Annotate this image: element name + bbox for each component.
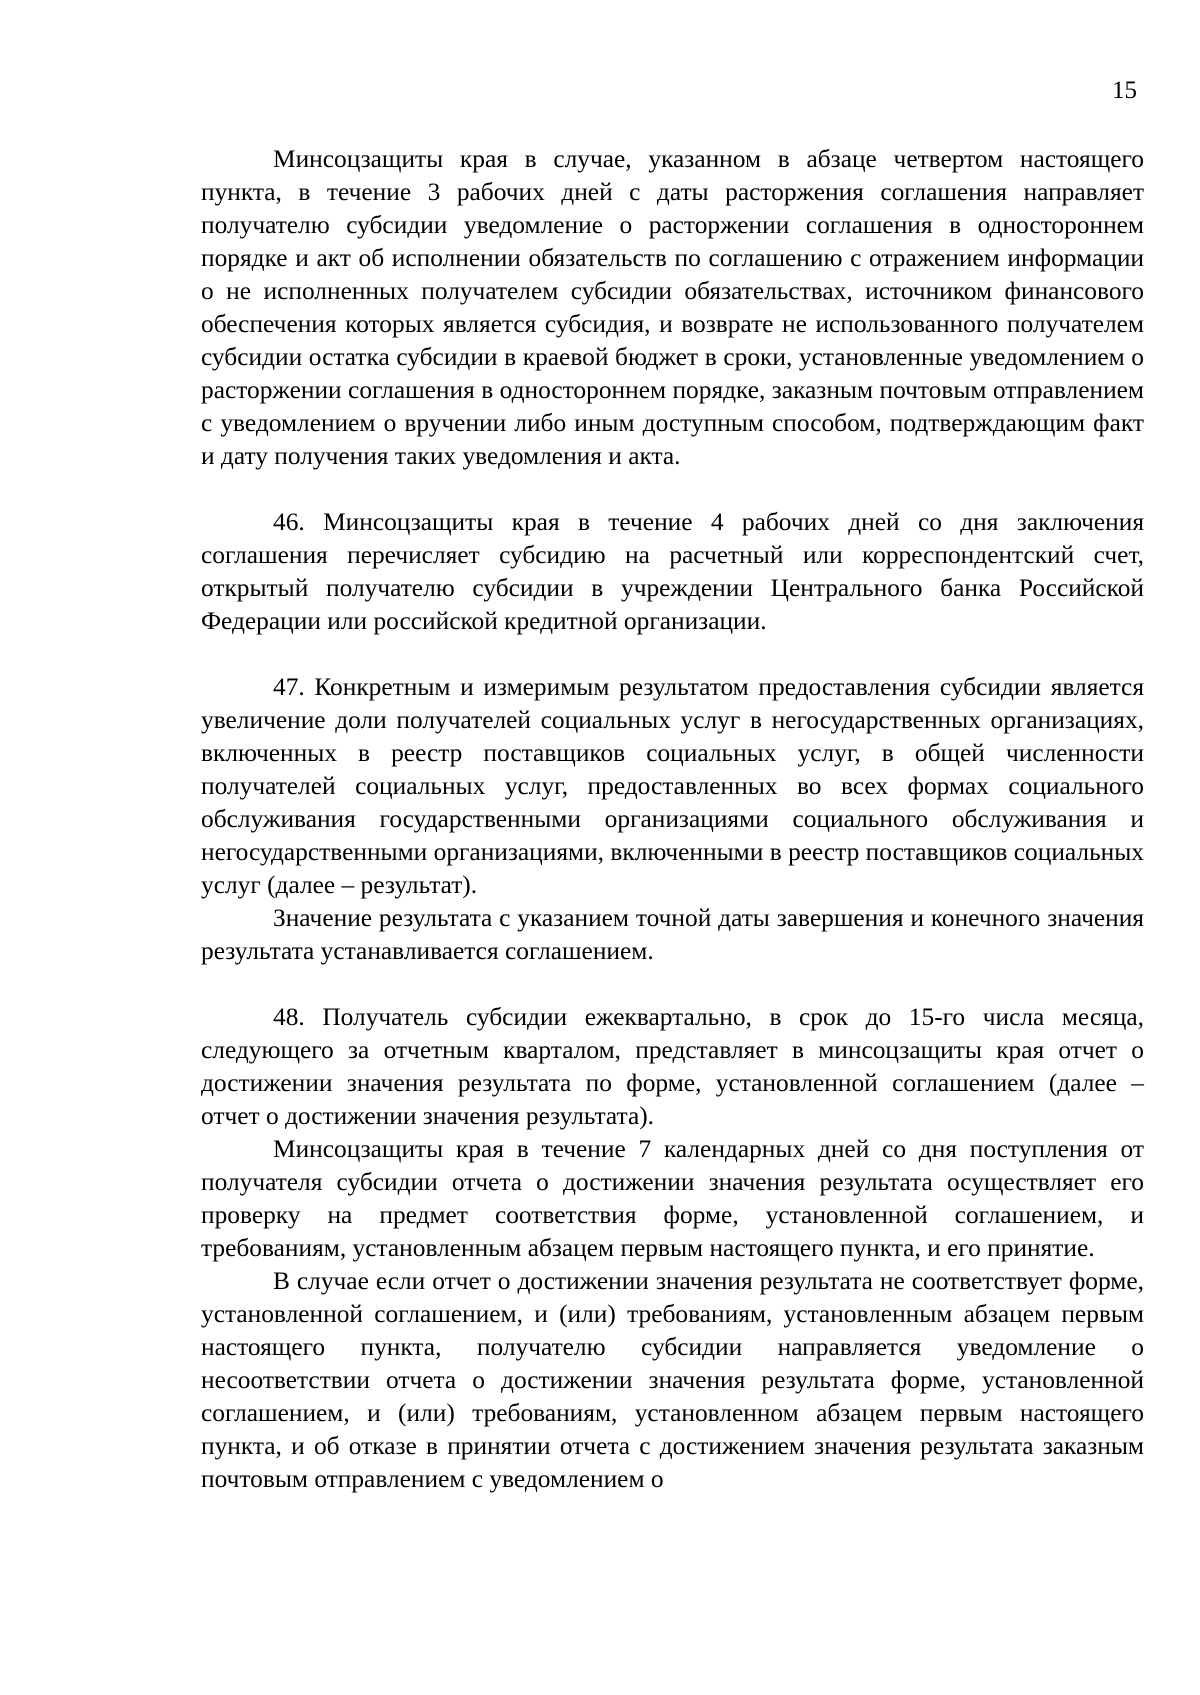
paragraph-48-report-review: Минсоцзащиты края в течение 7 календарных дней со дня поступления от получателя субсидии отчета о достижении значения результата осуществляет его проверку на предмет соответствия форме, установленной соглашением, и требованиям, установленным абзацем первым настоящего пункта, и его принятие. <box>201 1135 1144 1262</box>
paragraph-47-result-definition: 47. Конкретным и измеримым результатом предоставления субсидии является увеличение доли получателей социальных услуг в негосударственных организациях, включенных в реестр поставщиков социальных услуг, в общей численности получателей социальных услуг, предоставленных во всех формах социального обслуживания государственными организациями социального обслуживания и негосударственными организациями, включенными в реестр поставщиков социальных услуг (далее – результат). <box>201 673 1144 899</box>
document-body <box>201 143 1144 1496</box>
paragraph-termination-notice: Минсоцзащиты края в случае, указанном в абзаце четвертом настоящего пункта, в течение 3 рабочих дней с даты расторжения соглашения направляет получателю субсидии уведомление о расторжении соглашения в одностороннем порядке и акт об исполнении обязательств по соглашению с отражением информации о не исполненных получателем субсидии обязательствах, источником финансового обеспечения которых является субсидия, и возврате не использованного получателем субсидии остатка субсидии в краевой бюджет в сроки, установленные уведомлением о расторжении соглашения в одностороннем порядке, заказным почтовым отправлением с уведомлением о вручении либо иным доступным способом, подтверждающим факт и дату получения таких уведомления и акта. <box>201 145 1144 470</box>
page-number: 15 <box>1112 77 1137 104</box>
paragraph-47-result-value: Значение результата с указанием точной даты завершения и конечного значения результата устанавливается соглашением. <box>201 904 1144 965</box>
paragraph-48-report-rejection: В случае если отчет о достижении значения результата не соответствует форме, установленной соглашением, и (или) требованиям, установленным абзацем первым настоящего пункта, получателю субсидии направляется уведомление о несоответствии отчета о достижении значения результата форме, установленной соглашением, и (или) требованиям, установленном абзацем первым настоящего пункта, и об отказе в принятии отчета с достижением значения результата заказным почтовым отправлением с уведомлением о <box>201 1267 1144 1493</box>
paragraph-46-subsidy-transfer: 46. Минсоцзащиты края в течение 4 рабочих дней со дня заключения соглашения перечисляет субсидию на расчетный или корреспондентский счет, открытый получателю субсидии в учреждении Центрального банка Российской Федерации или российской кредитной организации. <box>201 508 1144 635</box>
paragraph-48-quarterly-report: 48. Получатель субсидии ежеквартально, в срок до 15-го числа месяца, следующего за отчетным кварталом, представляет в минсоцзащиты края отчет о достижении значения результата по форме, установленной соглашением (далее – отчет о достижении значения результата). <box>201 1003 1144 1130</box>
